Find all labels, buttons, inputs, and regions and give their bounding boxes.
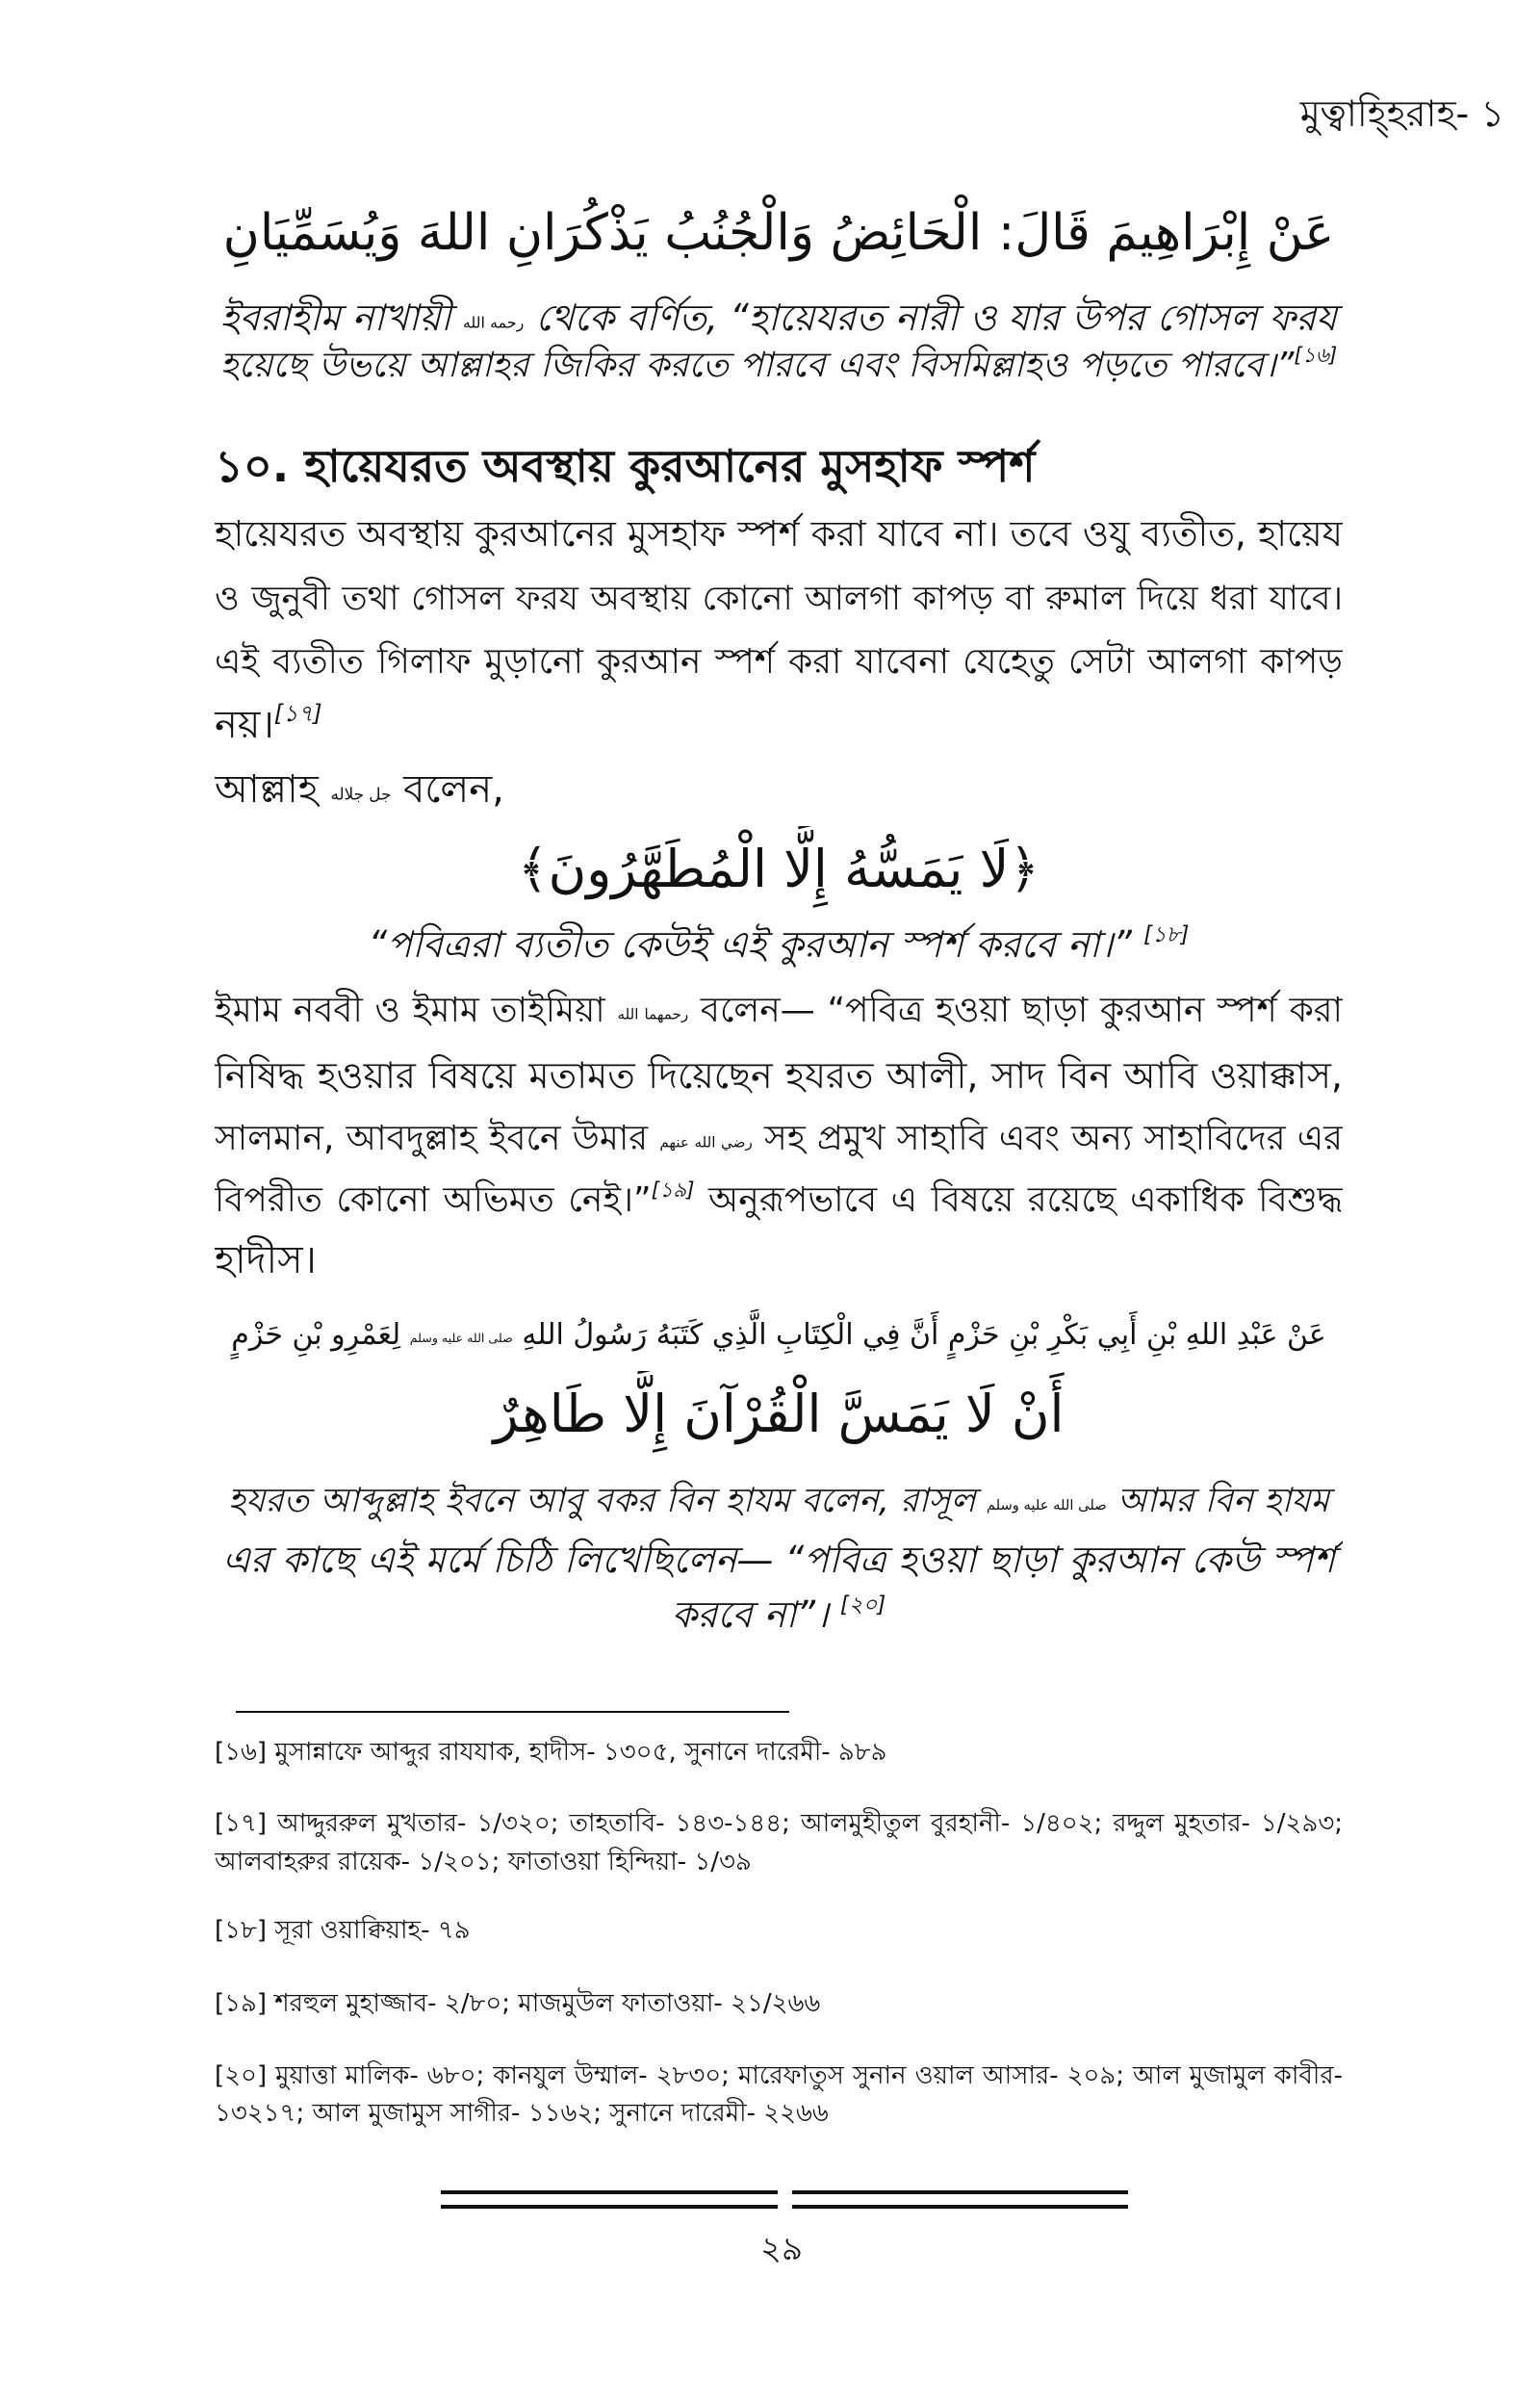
paragraph1-line1: হায়েযরত অবস্থায় কুরআনের মুসহাফ স্পর্শ করা যাবে না। তবে ওযু ব্যতীত, হায়েয [215, 513, 1343, 555]
arabic-hadith-ibrahim: عَنْ إِبْرَاهِيمَ قَالَ: الْحَائِضُ وَالْجُنُبُ يَذْكُرَانِ اللهَ وَيُسَمِّيَانِ [222, 204, 1335, 262]
paragraph-text: ইমাম নববী ও ইমাম তাইমিয়া [215, 991, 605, 1030]
allah-says-line [215, 761, 1343, 818]
honorific-mark: جل جلاله [330, 784, 392, 804]
arabic-text: عَنْ عَبْدِ اللهِ بْنِ أَبِي بَكْرِ بْنِ حَزْمٍ أَنَّ فِي الْكِتَابِ الَّذِي كَتَبَهُ رَسُولُ اللهِ [522, 1318, 1326, 1352]
bottom-rule-right-lower [792, 2205, 1128, 2209]
bottom-rule-right-upper [792, 2190, 1128, 2194]
paragraph-text: সহ প্রমুখ সাহাবি এবং অন্য সাহাবিদের এর [764, 1119, 1343, 1158]
bottom-rule-left-lower [441, 2205, 778, 2209]
paragraph1-line4 [215, 696, 1343, 754]
translation-ibn-hazm-line1 [215, 1474, 1343, 1528]
translation-ibn-hazm-line3 [215, 1588, 1343, 1642]
footnote-ref: [১৮] [1143, 922, 1190, 948]
paragraph1-line2: ও জুনুবী তথা গোসল ফরয অবস্থায় কোনো আলগা কাপড় বা রুমাল দিয়ে ধরা যাবে। [215, 580, 1343, 618]
arabic-text: لِعَمْرِو بْنِ حَزْمٍ [231, 1318, 401, 1352]
paragraph1-line3: এই ব্যতীত গিলাফ মুড়ানো কুরআন স্পর্শ করা যাবেনা যেহেতু সেটা আলগা কাপড় [215, 642, 1343, 682]
honorific-mark: رحمه الله [462, 313, 525, 332]
paragraph2-line1 [215, 982, 1343, 1040]
translation-text: হযরত আব্দুল্লাহ ইবনে আবু বকর বিন হাযম বলেন, রাসূল [227, 1482, 976, 1520]
section-heading: ১০. হায়েযরত অবস্থায় কুরআনের মুসহাফ স্পর্শ [215, 440, 1036, 492]
translation-ibrahim-line1 [215, 291, 1343, 345]
footnote-20-line1: [২০] মুয়াত্তা মালিক- ৬৮০; কানযুল উম্মাল- ২৮৩০; মারেফাতুস সুনান ওয়াল আসার- ২০৯; আল মুজামুল কাবীর- [215, 2061, 1343, 2090]
footnote-20-line2: ১৩২১৭; আল মুজামুস সাগীর- ১১৬২; সুনানে দারেমী- ২২৬৬ [215, 2099, 829, 2128]
arabic-hadith-ibn-hazm-line2: أَنْ لَا يَمَسَّ الْقُرْآنَ إِلَّا طَاهِرٌ [493, 1384, 1065, 1444]
translation-text: “পবিত্ররা ব্যতীত কেউই এই কুরআন স্পর্শ করবে না।” [368, 923, 1132, 966]
translation-text: আমর বিন হাযম [1116, 1482, 1330, 1520]
paragraph-text: সালমান, আবদুল্লাহ ইবনে উমার [215, 1119, 649, 1158]
footnote-ref: [১৬] [1294, 343, 1338, 368]
page-number: ২৯ [759, 2230, 804, 2268]
honorific-mark: صلى الله عليه وسلم [986, 1496, 1107, 1514]
paragraph2-line3 [215, 1110, 1343, 1168]
paragraph-text: আল্লাহ [215, 767, 319, 812]
paragraph-text: অনুরূপভাবে এ বিষয়ে রয়েছে একাধিক বিশুদ্ধ [708, 1180, 1343, 1220]
paragraph2-line4 [215, 1172, 1343, 1229]
footnote-16: [১৬] মুসান্নাফে আব্দুর রাযযাক, হাদীস- ১৩০৫, সুনানে দারেমী- ৯৮৯ [215, 1738, 887, 1767]
footnote-17-line1: [১৭] আদ্দুররুল মুখতার- ১/৩২০; তাহতাবি- ১৪৩-১৪৪; আলমুহীতুল বুরহানী- ১/৪০২; রদ্দুল মুহতার- ১/২৯৩; [215, 1809, 1343, 1838]
translation-text: হয়েছে উভয়ে আল্লাহর জিকির করতে পারবে এবং বিসমিল্লাহও পড়তে পারবে।” [219, 346, 1295, 385]
translation-ibn-hazm-line2: এর কাছে এই মর্মে চিঠি লিখেছিলেন— “পবিত্র হওয়া ছাড়া কুরআন কেউ স্পর্শ [222, 1539, 1335, 1581]
footnote-ref: [২০] [839, 1592, 886, 1618]
footnote-ref: [১৯] [651, 1178, 695, 1203]
bottom-rule-left-upper [441, 2190, 778, 2194]
footnote-18: [১৮] সূরা ওয়াক্বিয়াহ- ৭৯ [215, 1916, 471, 1945]
honorific-mark: رحمهما الله [617, 1005, 689, 1023]
honorific-mark: صلى الله عليه وسلم [409, 1331, 513, 1346]
footnote-17-line2: আলবাহরুর রায়েক- ১/২০১; ফাতাওয়া হিন্দিয়া- ১/৩৯ [215, 1848, 752, 1876]
paragraph-text: নয়। [215, 703, 274, 747]
paragraph2-line2: নিষিদ্ধ হওয়ার বিষয়ে মতামত দিয়েছেন হযরত আলী, সাদ বিন আবি ওয়াক্কাস, [215, 1054, 1343, 1097]
paragraph-text: বলেন, [403, 767, 504, 812]
running-header: মুত্বাহ্হিরাহ- ১ [1299, 92, 1504, 135]
honorific-mark: رضي الله عنهم [659, 1133, 753, 1152]
verse-translation [215, 918, 1343, 971]
arabic-verse: ﴿لَا يَمَسُّهُ إِلَّا الْمُطَهَّرُونَ﴾ [517, 839, 1040, 899]
footnote-ref: [১৭] [273, 700, 322, 728]
translation-text: থেকে বর্ণিত, “হায়েযরত নারী ও যার উপর গোসল ফরয [535, 297, 1338, 339]
footnote-separator [236, 1711, 789, 1713]
footnote-19: [১৯] শরহুল মুহাজ্জাব- ২/৮০; মাজমুউল ফাতাওয়া- ২১/২৬৬ [215, 1989, 821, 2018]
translation-text: করবে না”। [671, 1593, 829, 1636]
translation-ibrahim-line2 [215, 339, 1343, 393]
paragraph-text: বিপরীত কোনো অভিমত নেই।” [215, 1180, 652, 1220]
arabic-hadith-ibn-hazm-line1 [215, 1292, 1343, 1379]
paragraph-text: বলেন— “পবিত্র হওয়া ছাড়া কুরআন স্পর্শ করা [700, 991, 1343, 1030]
paragraph2-line5: হাদীস। [215, 1238, 317, 1282]
translation-text: ইবরাহীম নাখায়ী [219, 297, 451, 339]
